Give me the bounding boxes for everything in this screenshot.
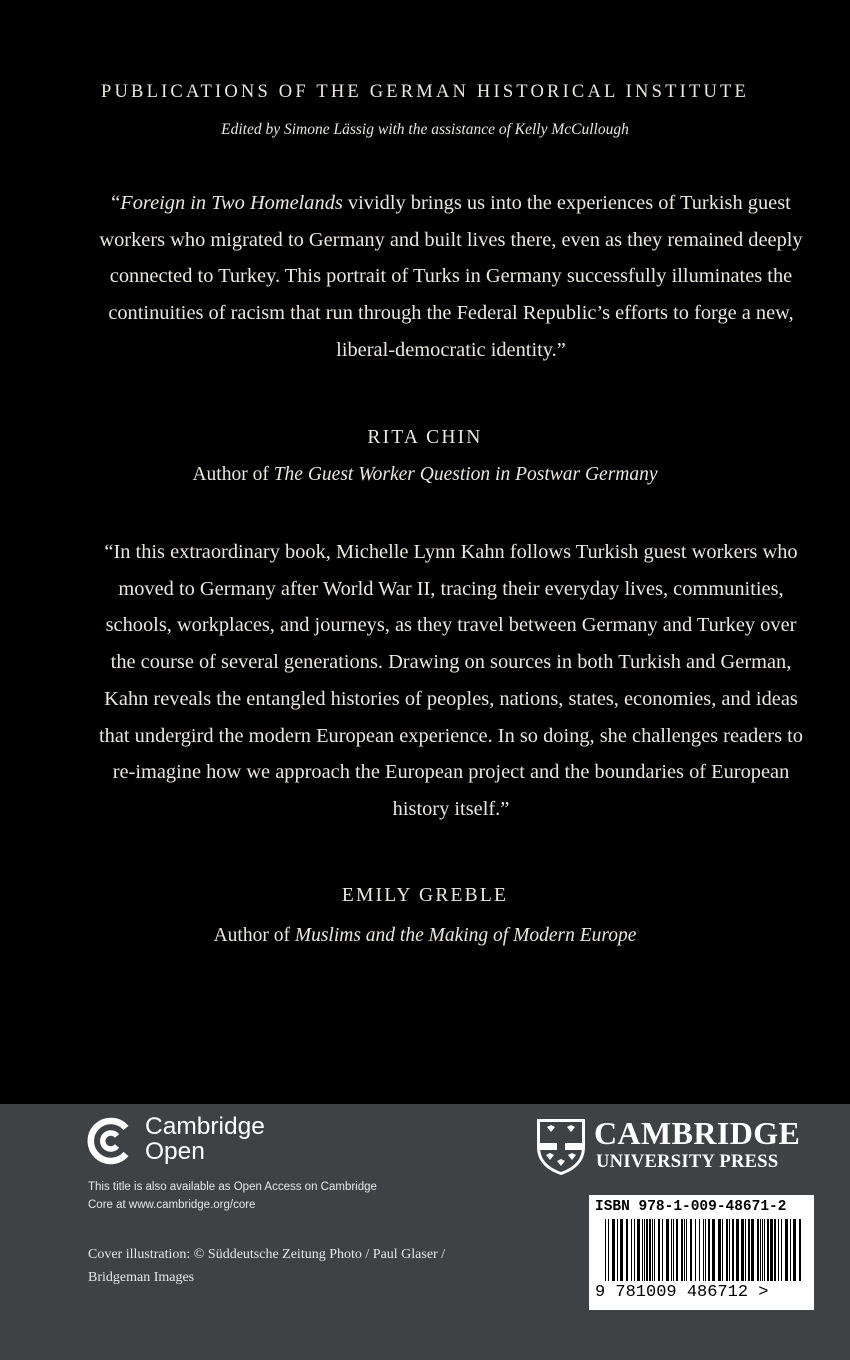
barcode-bar xyxy=(762,1219,763,1281)
barcode-bar xyxy=(736,1219,739,1281)
barcode-bar xyxy=(732,1219,734,1281)
barcode-bar xyxy=(705,1219,706,1281)
barcode-bar xyxy=(757,1219,759,1281)
barcode-digits: 9 781009 486712 > xyxy=(595,1283,769,1302)
isbn-label: ISBN 978-1-009-48671-2 xyxy=(595,1199,787,1215)
barcode-bar xyxy=(751,1219,754,1281)
publisher-name: CAMBRIDGE xyxy=(594,1115,801,1151)
barcode-bars xyxy=(589,1219,814,1285)
barcode-bar xyxy=(634,1219,635,1281)
barcode-bar xyxy=(718,1219,721,1281)
barcode-bar xyxy=(781,1219,782,1281)
barcode-bar xyxy=(620,1219,623,1281)
barcode-bar xyxy=(644,1219,645,1281)
barcode-bar xyxy=(671,1219,672,1281)
blurb-author-1-credit: Author of The Guest Worker Question in Postwar Germany xyxy=(192,464,658,485)
barcode-bar xyxy=(662,1219,663,1281)
barcode-bar xyxy=(793,1219,796,1281)
isbn-barcode xyxy=(589,1195,814,1310)
cambridge-open-logo-icon xyxy=(86,1117,134,1165)
barcode-bar xyxy=(799,1219,801,1281)
barcode-bar xyxy=(785,1219,788,1281)
barcode-bar xyxy=(654,1219,655,1281)
barcode-bar xyxy=(729,1219,730,1281)
publisher-press: UNIVERSITY PRESS xyxy=(596,1152,779,1172)
barcode-bar xyxy=(646,1219,648,1281)
barcode-bar xyxy=(712,1219,715,1281)
barcode-bar xyxy=(631,1219,632,1281)
barcode-bar xyxy=(703,1219,704,1281)
barcode-bar xyxy=(612,1219,615,1281)
blurb-author-2: EMILY GREBLE xyxy=(341,885,509,906)
barcode-bar xyxy=(673,1219,674,1281)
barcode-bar xyxy=(726,1219,728,1281)
barcode-bar xyxy=(666,1219,669,1281)
barcode-bar xyxy=(778,1219,779,1281)
barcode-bar xyxy=(774,1219,776,1281)
barcode-bar xyxy=(748,1219,750,1281)
barcode-bar xyxy=(642,1219,643,1281)
open-access-note: This title is also available as Open Access on Cambridge Core at www.cambridge.org/core xyxy=(88,1181,377,1211)
series-editors: Edited by Simone Lässig with the assistance of Kelly McCullough xyxy=(221,121,629,138)
cambridge-shield-icon xyxy=(535,1117,587,1177)
barcode-bar xyxy=(770,1219,773,1281)
barcode-bar xyxy=(617,1219,618,1281)
barcode-bar xyxy=(681,1219,683,1281)
barcode-bar xyxy=(605,1219,606,1281)
barcode-bar xyxy=(684,1219,685,1281)
barcode-bar xyxy=(764,1219,765,1281)
barcode-bar xyxy=(760,1219,761,1281)
barcode-bar xyxy=(699,1219,700,1281)
blurb-author-1: RITA CHIN xyxy=(367,427,483,448)
barcode-bar xyxy=(658,1219,660,1281)
book-title-italic: Foreign in Two Homelands xyxy=(120,192,343,214)
barcode-bar xyxy=(626,1219,628,1281)
barcode-bar xyxy=(790,1219,791,1281)
barcode-bar xyxy=(708,1219,710,1281)
barcode-bar xyxy=(722,1219,723,1281)
barcode-bar xyxy=(690,1219,692,1281)
blurb-quote-2: “In this extraordinary book, Michelle Lynn Kahn follows Turkish guest workers who moved to Germany after World War II, tracing their everyday lives, communities, schools, workplaces, and journeys, as they travel between Germany and Turkey over the course of several generations. Drawing on sources in both Turkish and German, Kahn reveals the entangled histories of peoples, nations, states, economies, and ideas that undergird the modern European experience. In so doing, she challenges readers to re-imagine how we approach the European project and the boundaries of European history itself.” xyxy=(99,541,803,820)
series-title: PUBLICATIONS OF THE GERMAN HISTORICAL INSTITUTE xyxy=(100,82,750,102)
barcode-bar xyxy=(652,1219,653,1281)
cambridge-open-wordmark: Cambridge Open xyxy=(145,1113,265,1165)
barcode-bar xyxy=(686,1219,687,1281)
barcode-bar xyxy=(745,1219,746,1281)
barcode-bar xyxy=(695,1219,696,1281)
barcode-bar xyxy=(608,1219,609,1281)
blurb-quote-1: “Foreign in Two Homelands vividly brings us into the experiences of Turkish guest workers who migrated to Germany and built lives there, even as they remained deeply connected to Turkey. This portrait of Turks in Germany successfully illuminates the continuities of racism that run through the Federal Republic’s efforts to forge a new, liberal-democratic identity.” xyxy=(99,192,803,361)
barcode-bar xyxy=(676,1219,678,1281)
barcode-bar xyxy=(637,1219,640,1281)
barcode-bar xyxy=(767,1219,769,1281)
barcode-bar xyxy=(741,1219,744,1281)
blurb-author-2-credit: Author of Muslims and the Making of Modern Europe xyxy=(213,925,637,946)
cover-credit: Cover illustration: © Süddeutsche Zeitung Photo / Paul Glaser / Bridgeman Images xyxy=(88,1247,446,1285)
barcode-bar xyxy=(649,1219,651,1281)
